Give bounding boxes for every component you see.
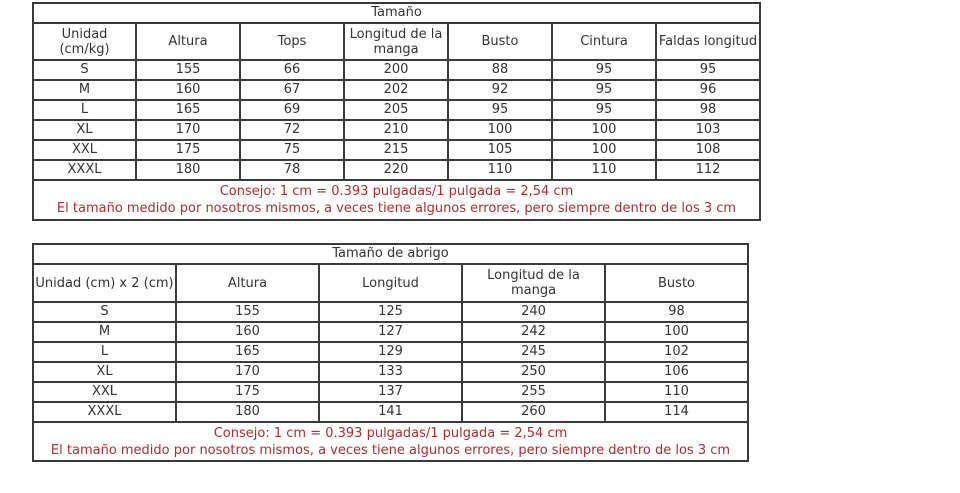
size-table-cell: 95 — [552, 80, 656, 100]
size-table-cell: 202 — [344, 80, 448, 100]
coat-size-table-size-label: M — [33, 322, 176, 342]
size-table-cell: 98 — [656, 100, 760, 120]
coat-size-table-row — [33, 342, 748, 362]
size-table-header-cell: Unidad (cm/kg) — [33, 23, 136, 60]
size-table-title: Tamaño — [33, 3, 760, 23]
coat-size-table-cell: 170 — [176, 362, 319, 382]
size-table-cell: 78 — [240, 160, 344, 180]
size-table-size-label: XL — [33, 120, 136, 140]
coat-size-table-cell: 260 — [462, 402, 605, 422]
coat-size-table-cell: 175 — [176, 382, 319, 402]
size-table-size-label: XXXL — [33, 160, 136, 180]
coat-size-table-cell: 255 — [462, 382, 605, 402]
size-table-header-row — [33, 23, 760, 60]
coat-size-table-row — [33, 362, 748, 382]
coat-size-table-header-cell: Unidad (cm) x 2 (cm) — [33, 264, 176, 302]
measurement-disclaimer: El tamaño medido por nosotros mismos, a veces tiene algunos errores, pero siempre dentro de los 3 cm — [56, 201, 737, 216]
size-table-cell: 95 — [552, 100, 656, 120]
size-table-cell: 215 — [344, 140, 448, 160]
size-table-size-label: M — [33, 80, 136, 100]
size-table-cell: 67 — [240, 80, 344, 100]
size-table-header-cell: Cintura — [552, 23, 656, 60]
size-table-cell: 108 — [656, 140, 760, 160]
coat-size-table-header-row — [33, 264, 748, 302]
size-table-header-cell: Altura — [136, 23, 240, 60]
size-table-cell: 100 — [448, 120, 552, 140]
size-table-size-label: S — [33, 60, 136, 80]
measurement-disclaimer: El tamaño medido por nosotros mismos, a veces tiene algunos errores, pero siempre dentro de los 3 cm — [50, 442, 731, 458]
coat-size-table-cell: 180 — [176, 402, 319, 422]
size-table-note — [33, 180, 760, 220]
coat-size-table-cell: 240 — [462, 302, 605, 322]
size-table-row — [33, 100, 760, 120]
size-table-row — [33, 160, 760, 180]
size-table-cell: 103 — [656, 120, 760, 140]
coat-size-table-header-cell: Longitud de la manga — [462, 264, 605, 302]
coat-size-table-cell: 160 — [176, 322, 319, 342]
coat-size-table-row — [33, 382, 748, 402]
size-table-cell: 95 — [448, 100, 552, 120]
size-table-size-label: L — [33, 100, 136, 120]
size-table-cell: 220 — [344, 160, 448, 180]
coat-size-table-cell: 141 — [319, 402, 462, 422]
coat-size-table-cell: 250 — [462, 362, 605, 382]
conversion-tip: Consejo: 1 cm = 0.393 pulgadas/1 pulgada = 2,54 cm — [219, 184, 574, 199]
size-table-cell: 180 — [136, 160, 240, 180]
coat-size-table-header-cell: Altura — [176, 264, 319, 302]
size-table-cell: 205 — [344, 100, 448, 120]
coat-size-table-title: Tamaño de abrigo — [33, 244, 748, 264]
size-table-cell: 100 — [552, 140, 656, 160]
size-table-cell: 88 — [448, 60, 552, 80]
size-table-cell: 69 — [240, 100, 344, 120]
size-table-cell: 170 — [136, 120, 240, 140]
coat-size-table-size-label: L — [33, 342, 176, 362]
coat-size-table-cell: 165 — [176, 342, 319, 362]
size-table-cell: 66 — [240, 60, 344, 80]
coat-size-table-cell: 245 — [462, 342, 605, 362]
size-table-cell: 105 — [448, 140, 552, 160]
size-table-cell: 95 — [656, 60, 760, 80]
size-table-header-cell: Busto — [448, 23, 552, 60]
coat-size-table-cell: 114 — [605, 402, 748, 422]
coat-size-table-cell: 127 — [319, 322, 462, 342]
coat-size-table-cell: 129 — [319, 342, 462, 362]
coat-size-table-row — [33, 402, 748, 422]
size-table-row — [33, 80, 760, 100]
size-table-cell: 110 — [448, 160, 552, 180]
size-table-size-label: XXL — [33, 140, 136, 160]
size-table-row — [33, 140, 760, 160]
size-table-cell: 160 — [136, 80, 240, 100]
size-table-cell: 100 — [552, 120, 656, 140]
size-table-cell: 92 — [448, 80, 552, 100]
coat-size-table-cell: 125 — [319, 302, 462, 322]
size-table — [32, 2, 761, 221]
size-table-header-cell: Faldas longitud — [656, 23, 760, 60]
coat-size-table-cell: 110 — [605, 382, 748, 402]
coat-size-table-cell: 242 — [462, 322, 605, 342]
coat-size-table-cell: 102 — [605, 342, 748, 362]
size-table-cell: 110 — [552, 160, 656, 180]
coat-size-table — [32, 243, 749, 462]
size-table-cell: 155 — [136, 60, 240, 80]
coat-size-table-cell: 155 — [176, 302, 319, 322]
coat-size-table-cell: 137 — [319, 382, 462, 402]
coat-size-table-header-cell: Longitud — [319, 264, 462, 302]
size-table-header-cell: Tops — [240, 23, 344, 60]
coat-size-table-size-label: S — [33, 302, 176, 322]
coat-size-table-row — [33, 302, 748, 322]
coat-size-table-size-label: XXL — [33, 382, 176, 402]
size-table-cell: 96 — [656, 80, 760, 100]
size-table-row — [33, 120, 760, 140]
coat-size-table-note — [33, 422, 748, 461]
size-table-cell: 165 — [136, 100, 240, 120]
coat-size-table-row — [33, 322, 748, 342]
size-table-header-cell: Longitud de la manga — [344, 23, 448, 60]
size-table-cell: 200 — [344, 60, 448, 80]
coat-size-table-header-cell: Busto — [605, 264, 748, 302]
coat-size-table-cell: 100 — [605, 322, 748, 342]
size-table-cell: 175 — [136, 140, 240, 160]
conversion-tip: Consejo: 1 cm = 0.393 pulgadas/1 pulgada = 2,54 cm — [213, 425, 568, 441]
coat-size-table-cell: 133 — [319, 362, 462, 382]
coat-size-table-cell: 98 — [605, 302, 748, 322]
size-table-row — [33, 60, 760, 80]
coat-size-table-cell: 106 — [605, 362, 748, 382]
size-table-cell: 75 — [240, 140, 344, 160]
size-table-cell: 210 — [344, 120, 448, 140]
size-table-cell: 72 — [240, 120, 344, 140]
coat-size-table-size-label: XXXL — [33, 402, 176, 422]
size-table-cell: 112 — [656, 160, 760, 180]
size-table-cell: 95 — [552, 60, 656, 80]
coat-size-table-size-label: XL — [33, 362, 176, 382]
